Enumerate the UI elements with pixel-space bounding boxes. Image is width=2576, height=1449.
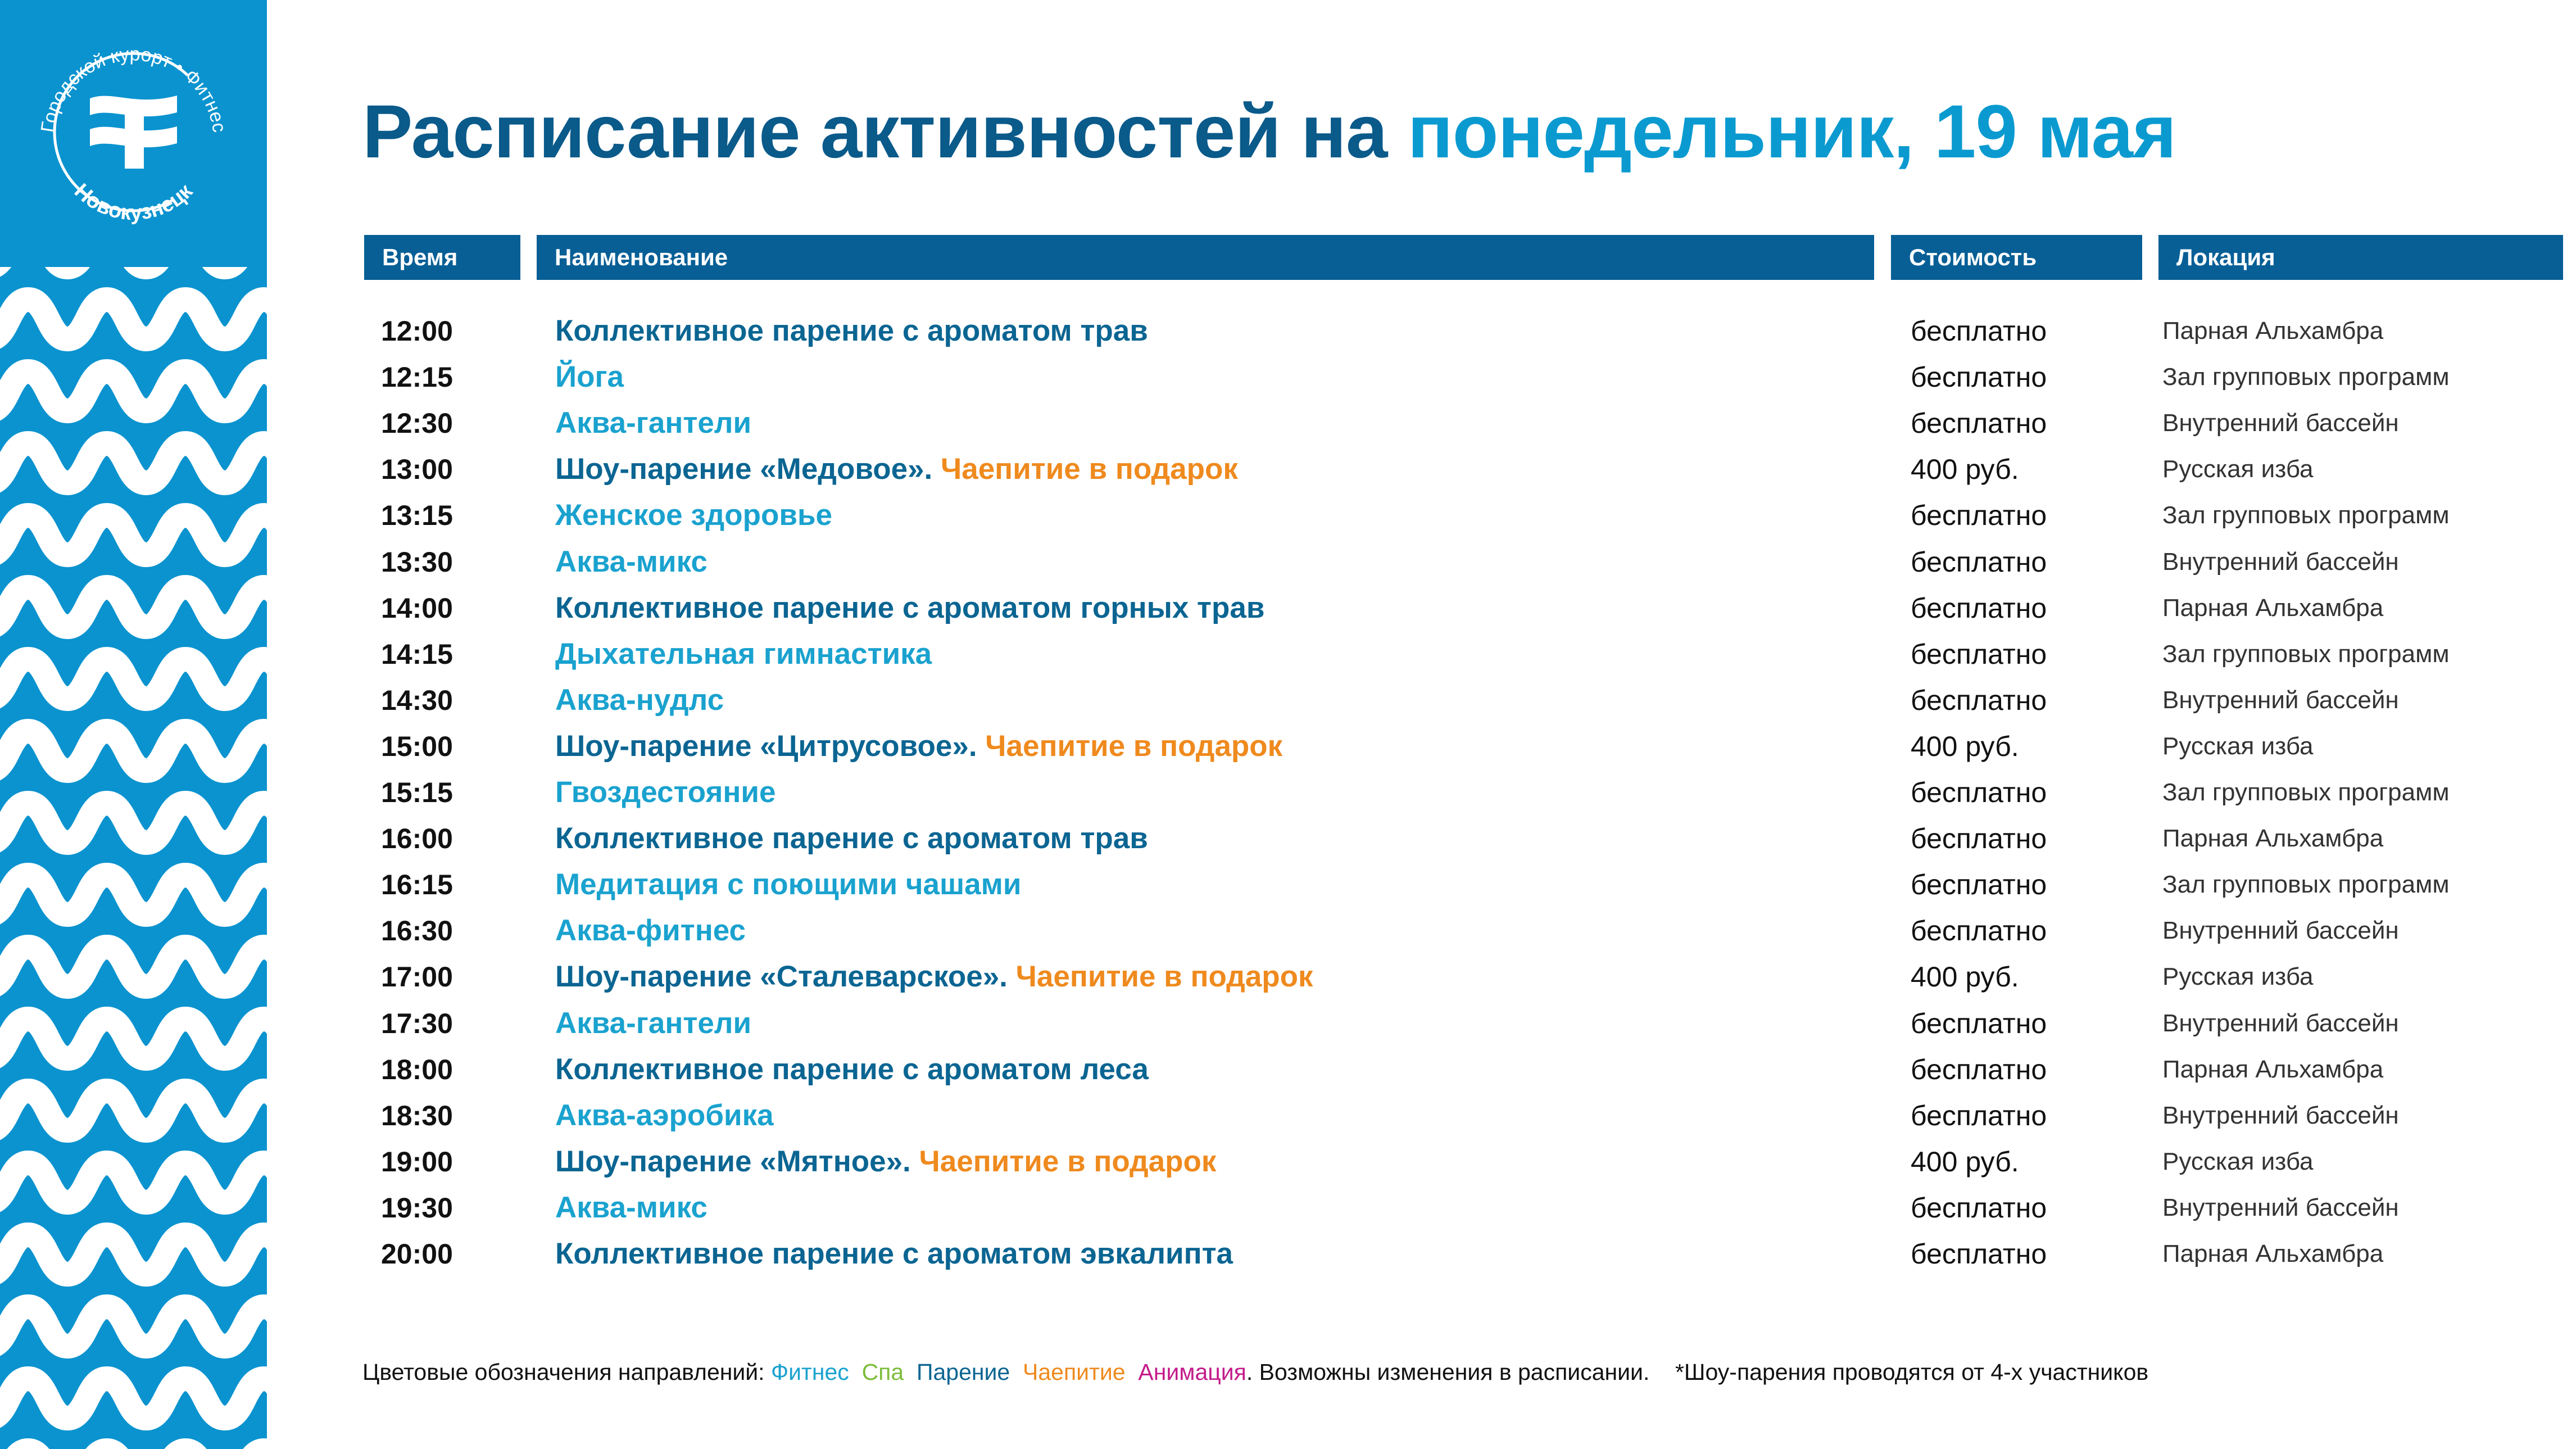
row-price: бесплатно	[1911, 1192, 2047, 1224]
wave-stripe	[0, 1307, 267, 1346]
row-location: Парная Альхамбра	[2162, 1055, 2384, 1083]
tea-gift-note: Чаепитие в подарок	[1015, 960, 1313, 994]
activity-name: Шоу-парение «Цитрусовое».	[555, 729, 977, 763]
activity-name: Аква-микс	[555, 545, 708, 578]
row-location: Парная Альхамбра	[2162, 317, 2384, 345]
row-time: 13:30	[381, 546, 453, 578]
activity-name: Коллективное парение с ароматом трав	[555, 314, 1148, 347]
activity-name: Аква-нудлс	[555, 683, 724, 717]
activity-name: Аква-микс	[555, 1190, 708, 1224]
legend-tea: Чаепитие	[1023, 1359, 1126, 1385]
row-time: 18:00	[381, 1053, 453, 1085]
row-price: бесплатно	[1911, 1099, 2047, 1131]
row-location: Внутренний бассейн	[2162, 1009, 2399, 1037]
row-location: Русская изба	[2162, 963, 2314, 991]
row-time: 16:30	[381, 915, 453, 947]
activity-name: Коллективное парение с ароматом эвкалипта	[555, 1237, 1233, 1270]
row-activity	[555, 677, 724, 723]
activity-name: Коллективное парение с ароматом горных трав	[555, 591, 1265, 624]
table-row	[0, 1185, 2576, 1231]
row-activity	[555, 539, 708, 585]
table-row	[0, 585, 2576, 631]
row-price: 400 руб.	[1911, 961, 2019, 993]
table-row	[0, 539, 2576, 585]
row-activity	[555, 1185, 708, 1231]
row-location: Русская изба	[2162, 1147, 2314, 1175]
row-activity	[555, 631, 932, 677]
logo-ring-text-bottom: Новокузнецк	[69, 179, 198, 225]
legend-label: Цветовые обозначения направлений:	[362, 1359, 765, 1385]
logo	[0, 0, 267, 267]
row-price: бесплатно	[1911, 1053, 2047, 1085]
row-activity	[555, 816, 1148, 862]
table-row	[0, 631, 2576, 677]
table-row	[0, 816, 2576, 862]
row-location: Внутренний бассейн	[2162, 547, 2399, 576]
row-location: Русская изба	[2162, 455, 2314, 483]
legend-spa: Спа	[861, 1359, 904, 1385]
activity-name: Шоу-парение «Сталеварское».	[555, 960, 1008, 994]
row-time: 14:00	[381, 592, 453, 624]
row-location: Парная Альхамбра	[2162, 825, 2384, 853]
table-row	[0, 908, 2576, 954]
row-time: 16:00	[381, 823, 453, 855]
table-row	[0, 400, 2576, 446]
row-time: 15:00	[381, 730, 453, 762]
table-row	[0, 354, 2576, 400]
header-price: Стоимость	[1891, 235, 2142, 280]
table-row	[0, 723, 2576, 769]
row-price: бесплатно	[1911, 500, 2047, 532]
row-activity	[555, 585, 1264, 631]
row-price: бесплатно	[1911, 684, 2047, 716]
row-activity	[555, 723, 1282, 769]
page-title	[362, 89, 2176, 175]
row-price: бесплатно	[1911, 1007, 2047, 1039]
header-time: Время	[364, 235, 520, 280]
row-price: бесплатно	[1911, 1238, 2047, 1270]
activity-name: Шоу-парение «Мятное».	[555, 1144, 911, 1178]
table-row	[0, 862, 2576, 908]
tea-gift-note: Чаепитие в подарок	[985, 729, 1283, 763]
row-location: Внутренний бассейн	[2162, 1101, 2399, 1129]
row-price: бесплатно	[1911, 546, 2047, 578]
row-time: 20:00	[381, 1238, 453, 1270]
logo-emblem	[0, 0, 267, 267]
row-location: Внутренний бассейн	[2162, 409, 2399, 437]
logo-monogram	[90, 96, 177, 169]
activity-name: Аква-гантели	[555, 1006, 752, 1040]
row-price: 400 руб.	[1911, 1145, 2019, 1178]
row-time: 15:15	[381, 777, 453, 808]
row-price: бесплатно	[1911, 915, 2047, 947]
title-date: понедельник, 19 мая	[1407, 90, 2176, 174]
activity-name: Аква-фитнес	[555, 914, 746, 948]
logo-ring-text-top: Городской курорт • Фитнес	[37, 43, 230, 134]
row-price: бесплатно	[1911, 407, 2047, 440]
header-location: Локация	[2158, 235, 2563, 280]
table-row	[0, 492, 2576, 538]
row-activity	[555, 1139, 1216, 1185]
row-price: бесплатно	[1911, 869, 2047, 901]
row-location: Парная Альхамбра	[2162, 1240, 2384, 1267]
row-activity	[555, 492, 832, 538]
table-row	[0, 769, 2576, 816]
row-time: 12:15	[381, 361, 453, 393]
table-row	[0, 677, 2576, 723]
wave-stripe	[0, 1379, 267, 1418]
tea-gift-note: Чаепитие в подарок	[940, 452, 1238, 486]
row-time: 12:00	[381, 315, 453, 347]
table-row	[0, 446, 2576, 492]
row-price: бесплатно	[1911, 315, 2047, 347]
row-activity	[555, 1093, 774, 1139]
row-time: 14:15	[381, 638, 453, 670]
row-price: бесплатно	[1911, 361, 2047, 393]
activity-name: Дыхательная гимнастика	[555, 637, 932, 671]
table-row	[0, 308, 2576, 354]
activity-name: Аква-аэробика	[555, 1098, 774, 1132]
row-price: бесплатно	[1911, 823, 2047, 855]
activity-name: Йога	[555, 360, 624, 394]
row-activity	[555, 769, 775, 816]
row-price: 400 руб.	[1911, 454, 2019, 486]
row-time: 19:30	[381, 1192, 453, 1224]
row-activity	[555, 908, 746, 954]
row-time: 19:00	[381, 1145, 453, 1178]
row-activity	[555, 308, 1148, 354]
row-time: 13:00	[381, 454, 453, 486]
row-price: бесплатно	[1911, 638, 2047, 670]
row-activity	[555, 1000, 751, 1047]
row-location: Зал групповых программ	[2162, 363, 2450, 391]
tea-gift-note: Чаепитие в подарок	[919, 1144, 1217, 1178]
row-price: бесплатно	[1911, 592, 2047, 624]
row-activity	[555, 954, 1313, 1000]
footer-legend	[362, 1359, 2148, 1385]
legend-steam: Парение	[917, 1359, 1010, 1385]
activity-name: Гвоздестояние	[555, 776, 776, 809]
row-location: Внутренний бассейн	[2162, 917, 2399, 945]
footer-note: . Возможны изменения в расписании.	[1246, 1359, 1650, 1385]
row-time: 17:30	[381, 1007, 453, 1039]
table-row	[0, 1047, 2576, 1093]
activity-name: Женское здоровье	[555, 499, 833, 532]
table-row	[0, 1000, 2576, 1047]
row-time: 17:00	[381, 961, 453, 993]
row-time: 16:15	[381, 869, 453, 901]
row-price: бесплатно	[1911, 777, 2047, 808]
row-price: 400 руб.	[1911, 730, 2019, 762]
row-activity	[555, 354, 624, 400]
activity-name: Коллективное парение с ароматом леса	[555, 1052, 1149, 1086]
row-time: 18:30	[381, 1099, 453, 1131]
row-location: Внутренний бассейн	[2162, 1193, 2399, 1221]
activity-name: Шоу-парение «Медовое».	[555, 452, 933, 486]
row-location: Внутренний бассейн	[2162, 686, 2399, 714]
row-activity	[555, 1047, 1149, 1093]
row-location: Зал групповых программ	[2162, 871, 2450, 899]
footer-show-note: *Шоу-парения проводятся от 4-х участников	[1675, 1359, 2149, 1385]
activity-name: Коллективное парение с ароматом трав	[555, 822, 1148, 855]
row-location: Русская изба	[2162, 732, 2314, 760]
table-row	[0, 1139, 2576, 1185]
row-activity	[555, 446, 1238, 492]
activity-name: Аква-гантели	[555, 406, 752, 440]
row-location: Парная Альхамбра	[2162, 594, 2384, 622]
row-activity	[555, 862, 1021, 908]
table-row	[0, 1231, 2576, 1277]
row-location: Зал групповых программ	[2162, 778, 2450, 806]
row-location: Зал групповых программ	[2162, 501, 2450, 529]
activity-name: Медитация с поющими чашами	[555, 868, 1022, 902]
title-prefix: Расписание активностей на	[362, 90, 1387, 174]
table-row	[0, 1093, 2576, 1139]
legend-animation: Анимация	[1138, 1359, 1246, 1385]
legend-fitness: Фитнес	[770, 1359, 849, 1385]
row-location: Зал групповых программ	[2162, 640, 2450, 668]
header-name: Наименование	[537, 235, 1874, 280]
table-row	[0, 954, 2576, 1000]
row-time: 14:30	[381, 684, 453, 716]
row-activity	[555, 1231, 1233, 1277]
row-time: 12:30	[381, 407, 453, 440]
row-time: 13:15	[381, 500, 453, 532]
row-activity	[555, 400, 751, 446]
